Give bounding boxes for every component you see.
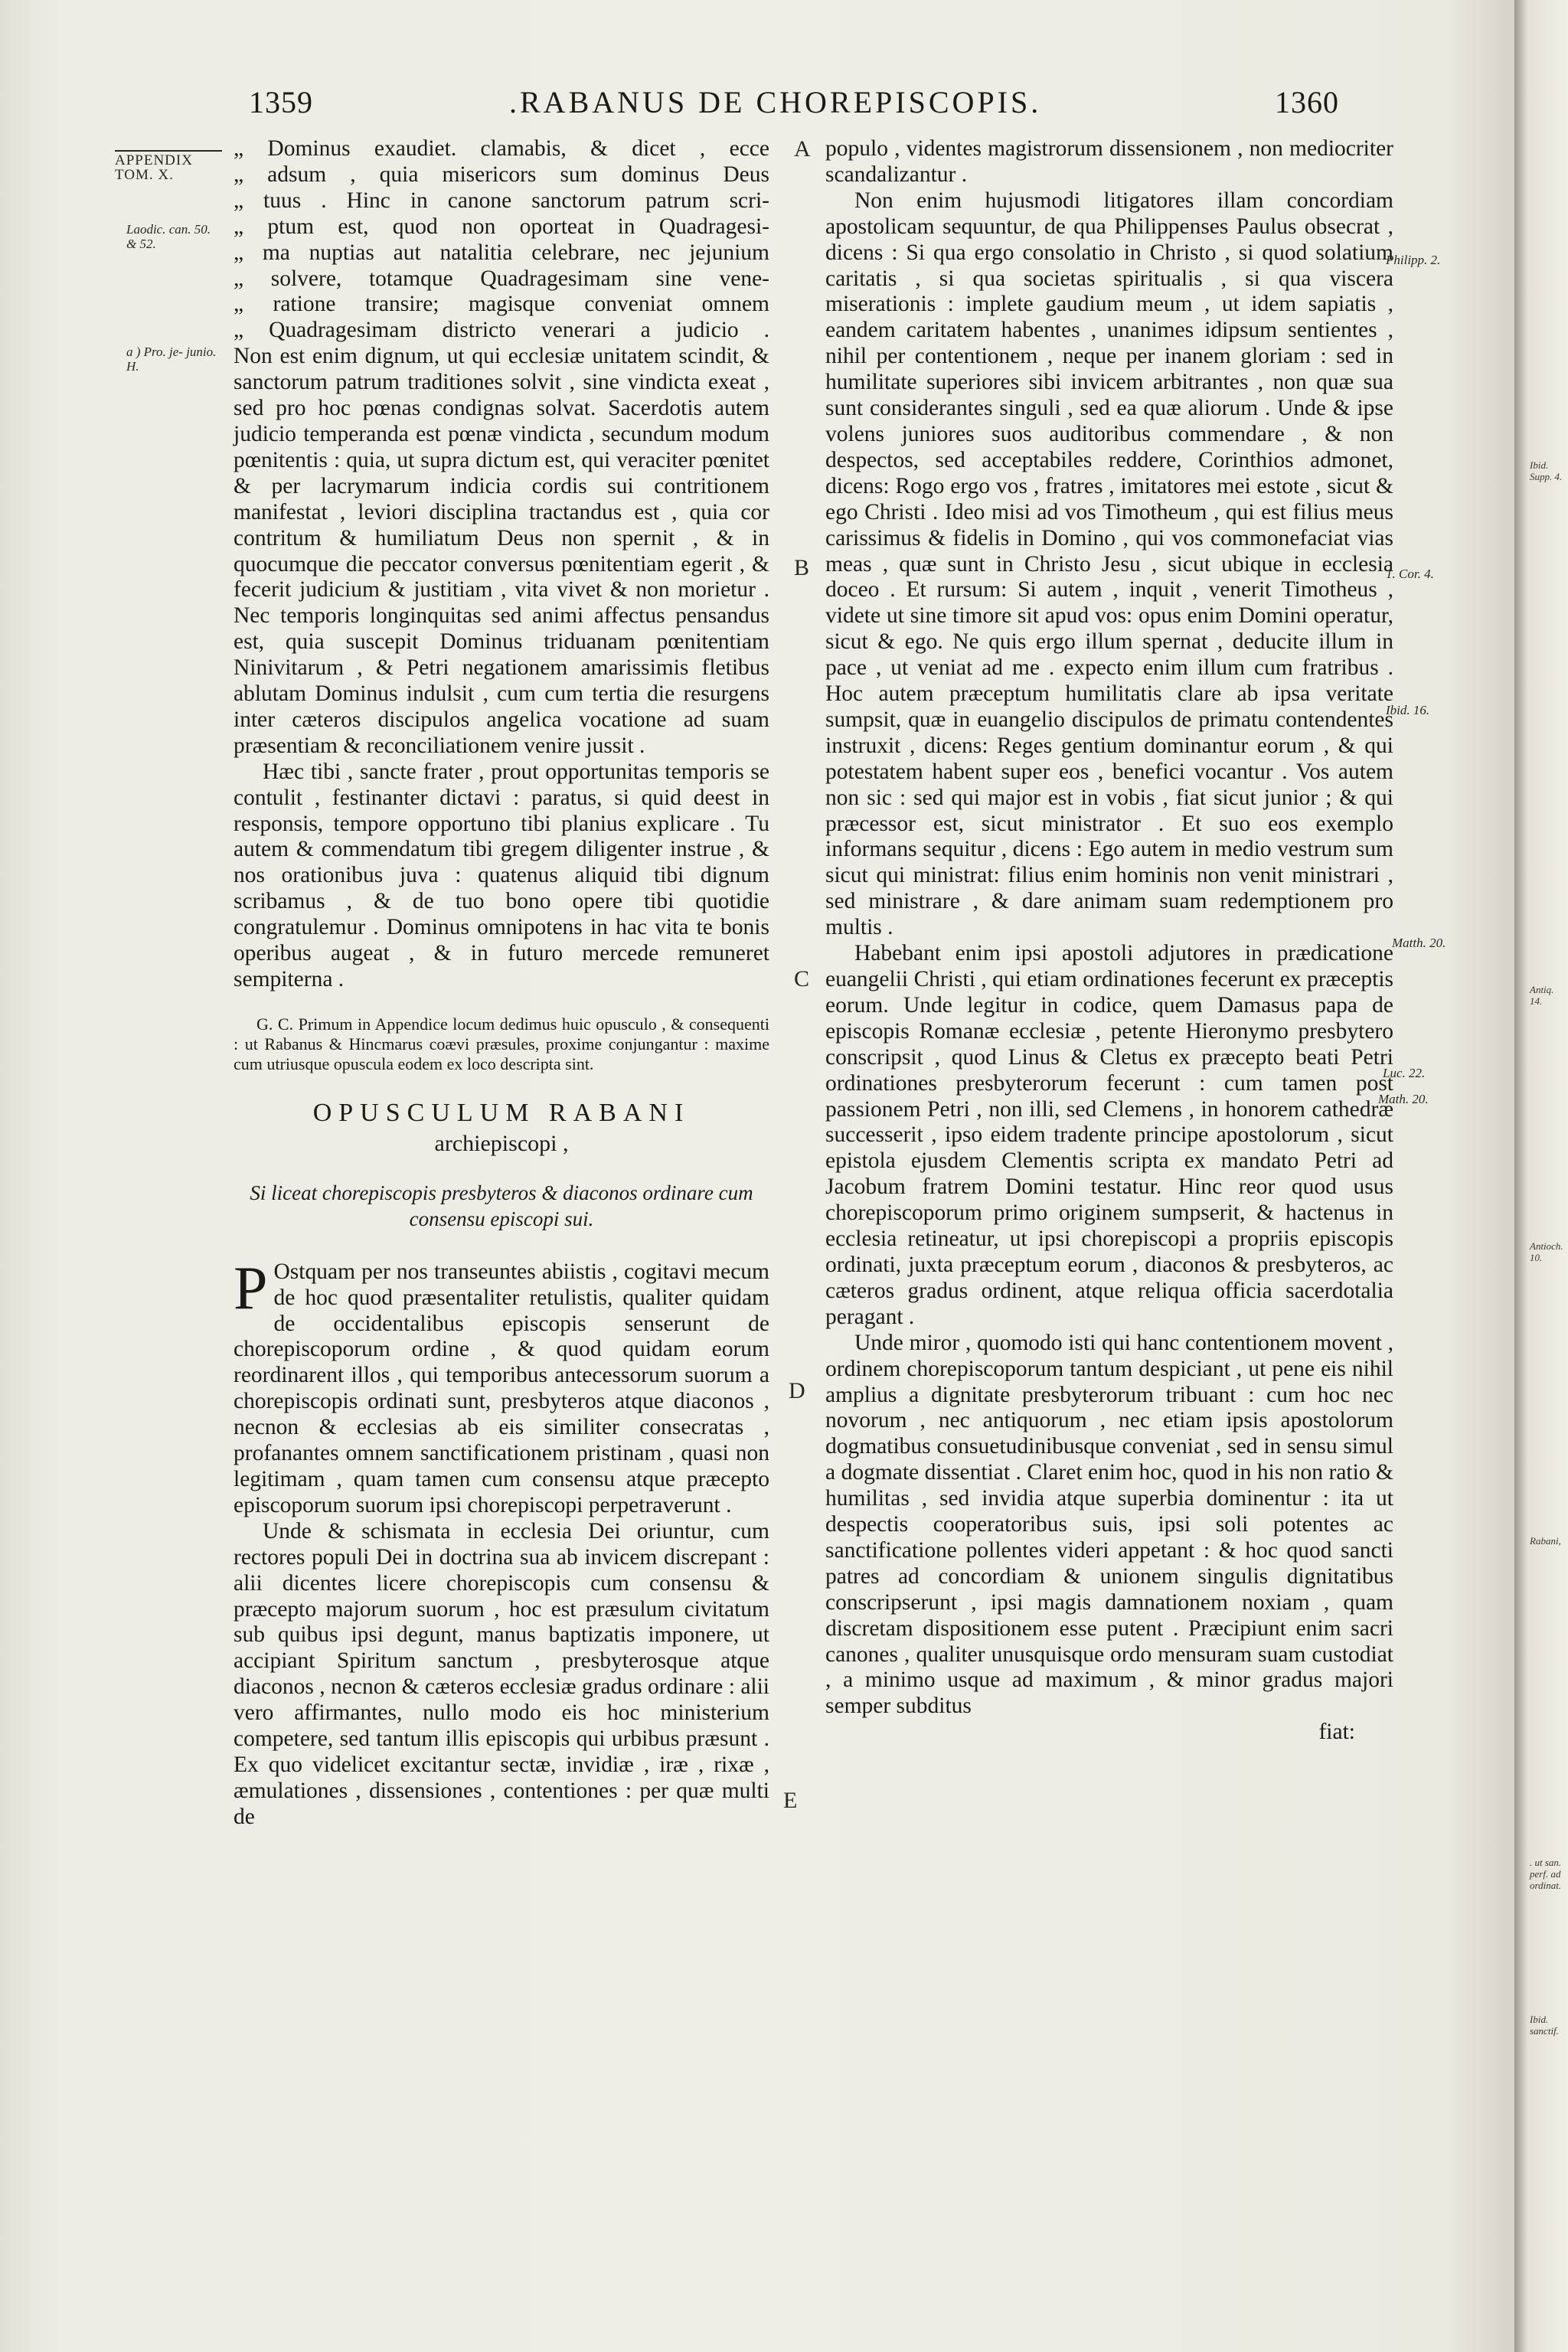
margin-note-cor: 1. Cor. 4. (1386, 567, 1434, 581)
edge-note: . ut san. perf. ad ordinat. (1530, 1857, 1562, 1891)
paragraph: Unde & schismata in ecclesia Dei oriuntur, cum rectores populi Dei in doctrina sua ab invicem discrepant : alii dicentes licere chorepiscopis cum consensu & præcepto majorum suorum , hoc est præsulum civitatum sub quibus ipsi degunt, manus baptizatis imponere, ut accipiant Spiritum sanctum , presbyterosque atque diaconos , necnon & cæteros ecclesiæ gradus ordinare : alii vero affirmantes, nullo modo eis hoc ministerium competere, sed tantum illis episcopis qui urbibus præsunt . Ex quo videlicet excitantur sectæ, invidiæ , iræ , rixæ , æmulationes , dissensiones , contentiones : per quæ multi de (234, 1518, 769, 1829)
appendix-label: APPENDIX TOM. X. (115, 150, 222, 182)
left-column (234, 136, 769, 1831)
edge-note: Ibid. Supp. 4. (1530, 459, 1563, 482)
page-number-right: 1360 (1275, 85, 1339, 119)
quote-line: „ ptum est, quod non oporteat in Quadragesi- (234, 214, 769, 239)
quote-line: „ ratione transire; magisque conveniat omnem (234, 292, 769, 317)
quote-line: „ solvere, totamque Quadragesimam sine vene- (234, 266, 769, 291)
edge-note: Ibid. sanctif. (1530, 2014, 1559, 2037)
opusculum-subtitle: archiepiscopi , (434, 1130, 569, 1156)
paragraph: Habebant enim ipsi apostoli adjutores in prædicatione euangelii Christi , qui etiam ordinationes fecerunt ex præceptis eorum. Unde legitur in codice, quem Damasus papa de episcopis Romanæ ecclesiæ , petente Hieronymo presbytero conscripsit , quod Linus & Cletus ex præcepto beati Petri ordinationes presbyterorum fecerunt : cum tamen post passionem Petri , non illi, sed Clemens , in honorem cathedræ successerit , ipso eidem tradente principe apostolorum , sicut epistola ejusdem Clementis scripta ex mandato Petri ad Jacobum fratrem Domini testatur. Hinc reor quod usus chorepiscoporum primo originem sumpserit, & hactenus in ecclesia retineatur, ut ipsi chorepiscopi a propriis episcopis ordinati, juxta præceptum eorum , diaconos & presbyteros, ac cæteros gradus ordinent, atque reliqua officia sacerdotalia peragant . (825, 941, 1393, 1329)
opusculum-title: OPUSCULUM RABANI (312, 1098, 691, 1127)
section-letter-a: A (794, 136, 811, 162)
margin-note-philipp: Philipp. 2. (1386, 253, 1441, 267)
spacer (234, 1232, 769, 1259)
quote-line: „ Dominus exaudiet. clamabis, & dicet , ecce (234, 136, 769, 161)
running-title: .RABANUS DE CHOREPISCOPIS. (509, 85, 1042, 119)
paragraph: Unde miror , quomodo isti qui hanc contentionem movent , ordinem chorepiscoporum tantum despiciant , ut pene eis nihil amplius a dignitate presbyterorum tribuant : cum hoc nec novorum , nec antiquorum , nec etiam ipsis apostolorum dogmatibus consuetudinibusque conveniat , sed in sensu simul a dogmate dissentiat . Claret enim hoc, quod in his non ratio & humilitas , sed invidia atque superbia dominentur : ita ut despectis cooperatoribus suis, ipsi soli potentes ac sanctificatione pollentes videri appetant : & hoc quod sancti patres ad concordiam & unionem singulis dignitatibus conscripserunt , ipsi magis damnationem noxiam , quam discretam dispositionem esse putent . Præcipiunt enim sacri canones , qualiter unusquisque ordo mensuram suam custodiat , a minimo usque ad maximum , & minor gradus majori semper subditus (825, 1330, 1393, 1719)
paragraph: Non est enim dignum, ut qui ecclesiæ unitatem scindit, & sanctorum patrum traditiones solvit , sine vindicta exeat , sed pro hoc pœnas condignas solvat. Sacerdotis autem judicio temperanda est pœnæ vindicta , secundum modum pœnitentis : quia, ut supra dictum est, qui veraciter pœnitet & per lacrymarum indicia cordis sui contritionem manifestat , leviori disciplina tractandus est , quia cor contritum & humiliatum Deus non spernit , & in quocumque die peccator conversus pœnitentiam egerit , & fecerit judicium & justitiam , vita vivet & non morietur . Nec temporis longinquitas sed animi affectus pensandus est, quia suscepit Dominus triduanam pœnitentiam Ninivitarum , & Petri negationem amarissimis fletibus ablutam Dominus indulsit , cum cum tertia die resurgens inter cæteros discipulos angelica vocatione ad suam præsentiam & reconciliationem venire jussit . (234, 344, 769, 758)
editor-note: G. C. Primum in Appendice locum dedimus huic opusculo , & consequenti : ut Rabanus & Hincmarus coævi præsules, proxime conjungantur : maxime cum utriusque opuscula eodem ex loco descripta sint. (234, 1014, 769, 1073)
paragraph: Hæc tibi , sancte frater , prout opportunitas temporis se contulit , festinanter dictavi : paratus, si quid deest in responsis, tempore opportuno tibi planius explicare . Tu autem & commendatum tibi gregem diligenter instrue , & nos orationibus juva : quatenus aliquid tibi dignum scribamus , & de tuo bono opere tibi quotidie congratulemur . Dominus omnipotens in hac vita te bonis operibus augeat , & in futuro mercede remuneret sempiterna . (234, 759, 769, 991)
edge-note: Antioch. 10. (1530, 1240, 1563, 1263)
quote-line: „ ma nuptias aut natalitia celebrare, nec jejunium (234, 240, 769, 265)
margin-note-ibid: Ibid. 16. (1386, 703, 1430, 717)
paragraph: Non enim hujusmodi litigatores illam concordiam apostolicam sequuntur, de qua Philippenses Paulus obsecrat , dicens : Si qua ergo consolatio in Christo , si quod solatium caritatis , si qua societas spiritualis , si qua viscera miserationis : implete gaudium meum , ut idem sapiatis , eandem caritatem habentes , unanimes idipsum sentientes , nihil per contentionem , neque per inanem gloriam : sed in humilitate superiores sibi invicem arbitrantes , non quæ sua sunt considerantes singuli , sed ea quæ aliorum . Unde & ipse volens juniores suos auditoribus commendare , & non despectos, sed acceptabiles reddere, Corinthios admonet, dicens: Rogo ergo vos , fratres , imitatores mei estote , sicut & ego Christi . Ideo misi ad vos Timotheum , qui est filius meus carissimus & fidelis in Domino , qui vos commonefaciat vias meas , quæ sunt in Christo Jesu , sicut ubique in ecclesia doceo . Et rursum: Si autem , inquit , venerit Timotheus , videte ut sine timore sit apud vos: opus enim Domini operatur, sicut & ego. Ne quis ergo illum spernat , deducite illum in pace , ut veniat ad me . expecto enim illum cum fratribus . Hoc autem præceptum humilitatis clare ab ipsa veritate sumpsit, quæ in euangelio discipulos de primatu contendentes instruxit , dicens: Reges gentium dominantur eorum , & qui potestatem habent super eos , benefici vocantur . Vos autem non sic : sed qui major est in vobis , fiat sicut junior ; & qui præcessor est, sicut ministrator . Et suo eos exemplo informans sequitur , dicens : Ego autem in medio vestrum sum sicut qui ministrat: filius enim hominis non venit ministrari , sed ministrare , & dare animam suam redemptionem pro multis . (825, 188, 1393, 940)
catchword: fiat: (1318, 1720, 1355, 1745)
quotation-lines (234, 136, 769, 344)
adjacent-page-edge (1514, 0, 1568, 2352)
drop-cap: P (234, 1254, 268, 1322)
opusculum-description: Si liceat chorepiscopis presbyteros & diaconos ordinare cum consensu episcopi sui. (250, 1181, 753, 1230)
section-letter-b: B (794, 555, 810, 580)
paragraph (234, 1254, 769, 1519)
footnote-reference: a ) Pro. je- junio. H. (126, 345, 217, 374)
quote-line: „ tuus . Hinc in canone sanctorum patrum scri- (234, 188, 769, 213)
quote-line: „ Quadragesimam districto venerari a judicio . (234, 318, 769, 343)
paragraph-text: Ostquam per nos transeuntes abiistis , cogitavi mecum de hoc quod præsentaliter retulistis, qualiter quidam de occidentalibus episcopis senserunt de chorepiscoporum ordine , & quod quidam eorum reordinarent illos , qui temporibus antecessorum suorum a chorepiscopis ordinati sunt, presbyteros atque diaconos , necnon & ecclesias ab eis similiter consecratas , profanantes omnem sanctificationem pristinam , quasi non legitimam , quam tamen cum consensu atque præcepto episcoporum suorum ipsi chorepiscopi perpetraverunt . (234, 1259, 769, 1517)
right-column (825, 136, 1393, 1746)
margin-note-math: Math. 20. (1378, 1092, 1429, 1106)
section-letter-d: D (789, 1378, 805, 1403)
margin-note-matth: Matth. 20. (1392, 936, 1446, 950)
section-letter-e: E (783, 1788, 798, 1813)
margin-note-laodic: Laodic. can. 50. & 52. (126, 222, 211, 251)
page-number-left: 1359 (249, 85, 313, 119)
section-letter-c: C (794, 966, 810, 991)
margin-note-luc: Luc. 22. (1383, 1066, 1426, 1080)
edge-note: Rabani, (1530, 1535, 1561, 1547)
paragraph: populo , videntes magistrorum dissensionem , non mediocriter scandalizantur . (825, 136, 1393, 187)
edge-note: Antiq. 14. (1530, 984, 1554, 1007)
quote-line: „ adsum , quia misericors sum dominus Deus (234, 162, 769, 187)
